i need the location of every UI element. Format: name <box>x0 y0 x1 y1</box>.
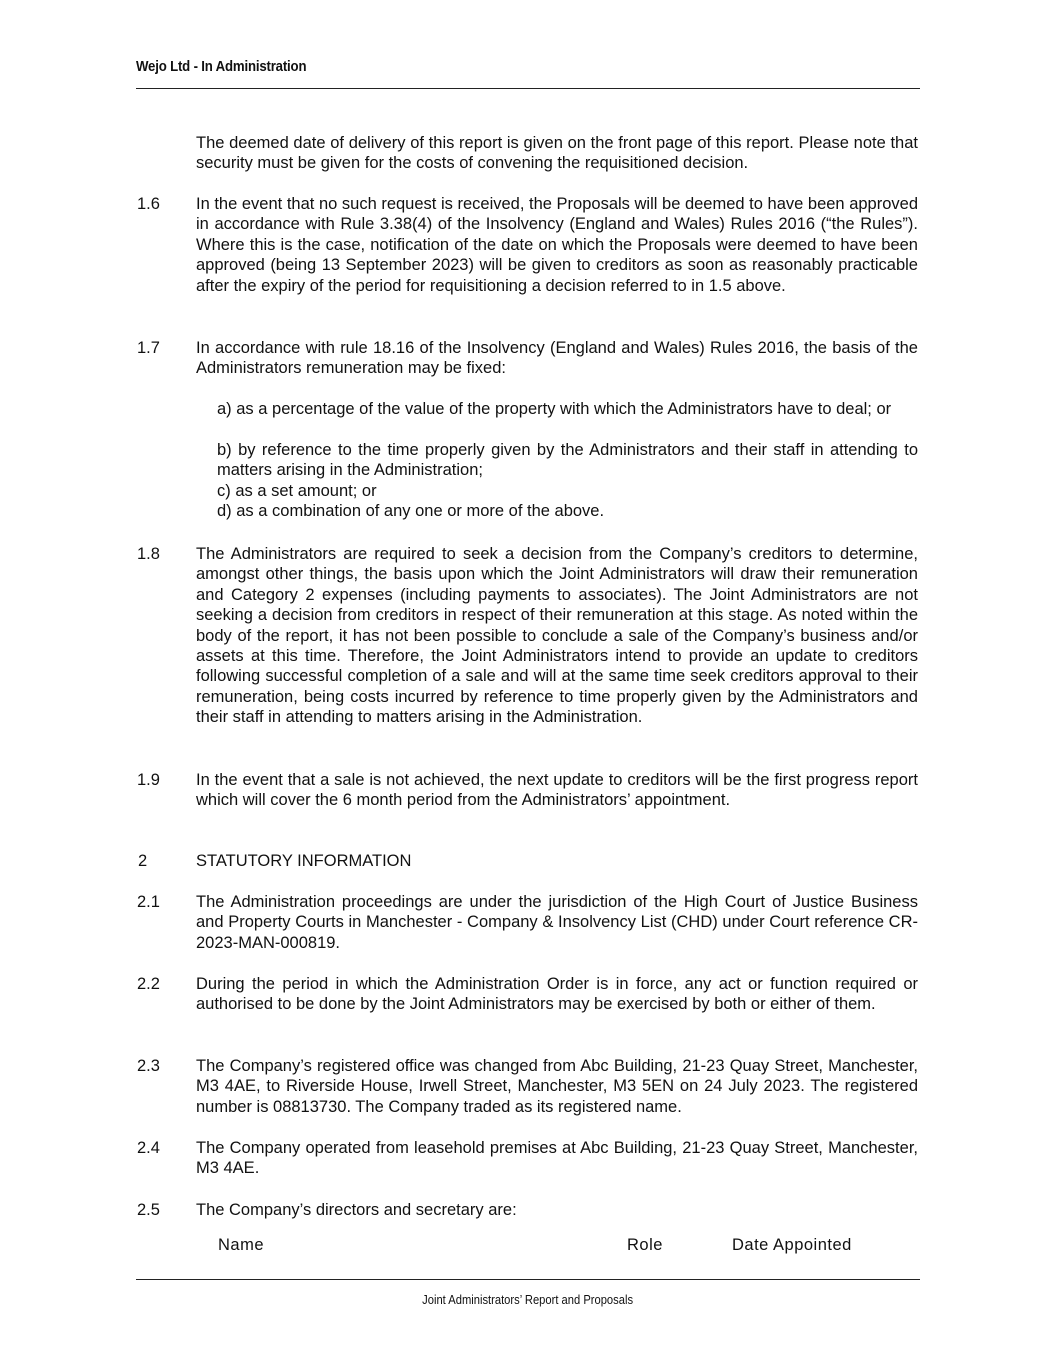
header-divider <box>136 88 920 89</box>
paragraph-text: The Administration proceedings are under the jurisdiction of the High Court of Justice Business and Property Courts in Manchester - Company & Insolvency List (CHD) under Court reference CR-2023-MAN-000819. <box>196 893 918 952</box>
paragraph-text: During the period in which the Administration Order is in force, any act or function required or authorised to be done by the Joint Administrators may be exercised by both or either of them. <box>196 975 918 1014</box>
paragraph-text: In accordance with rule 18.16 of the Insolvency (England and Wales) Rules 2016, the basis of the Administrators remuneration may be fixed: <box>196 339 918 378</box>
paragraph-number: 2.3 <box>137 1057 160 1075</box>
paragraph-number: 2.4 <box>137 1139 160 1157</box>
paragraph-text: The Company’s directors and secretary are: <box>196 1201 517 1219</box>
footer-label: Joint Administrators’ Report and Proposals <box>422 1292 633 1307</box>
paragraph-text: In the event that a sale is not achieved, the next update to creditors will be the first progress report which will cover the 6 month period from the Administrators’ appointment. <box>196 771 918 810</box>
paragraph-text: The Company operated from leasehold premises at Abc Building, 21-23 Quay Street, Manchester, M3 4AE. <box>196 1139 918 1178</box>
page-header-title: Wejo Ltd - In Administration <box>136 58 307 75</box>
paragraph-number: 2.2 <box>137 975 160 993</box>
paragraph-number: 2.1 <box>137 893 160 911</box>
paragraph-text: The Company’s registered office was changed from Abc Building, 21-23 Quay Street, Manchester, M3 4AE, to Riverside House, Irwell Street, Manchester, M3 5EN on 24 July 2023. The registered number is 08813730. The Company traded as its registered name. <box>196 1057 918 1116</box>
paragraph-number: 1.6 <box>137 195 160 213</box>
page-footer <box>0 1292 1055 1307</box>
table-header-role: Role <box>627 1236 663 1254</box>
list-item: d) as a combination of any one or more of the above. <box>217 502 605 520</box>
section-number: 2 <box>138 852 148 870</box>
list-item: c) as a set amount; or <box>217 482 377 500</box>
paragraph-number: 1.9 <box>137 771 160 789</box>
paragraph-number: 2.5 <box>137 1201 160 1219</box>
paragraph-text: The Administrators are required to seek a decision from the Company’s creditors to determine, amongst other things, the basis upon which the Joint Administrators will draw their remuneration and Category 2 expenses (including payments to associates). The Joint Administrators are not seeking a decision from creditors in respect of their remuneration at this stage. As noted within the body of the report, it has not been possible to conclude a sale of the Company’s business and/or assets at this time. Therefore, the Joint Administrators intend to provide an update to creditors following successful completion of a sale and will at the same time seek creditors approval to their remuneration, being costs incurred by reference to time properly given by the Administrators and their staff in attending to matters arising in the Administration. <box>196 545 918 727</box>
paragraph-number: 1.8 <box>137 545 160 563</box>
paragraph-number: 1.7 <box>137 339 160 357</box>
paragraph-text: In the event that no such request is received, the Proposals will be deemed to have been approved in accordance with Rule 3.38(4) of the Insolvency (England and Wales) Rules 2016 (“the Rules”). Where this is the case, notification of the date on which the Proposals were deemed to have been approved (being 13 September 2023) will be given to creditors as soon as reasonably practicable after the expiry of the period for requisitioning a decision referred to in 1.5 above. <box>196 195 918 295</box>
table-header-name: Name <box>218 1236 265 1254</box>
table-header-date-appointed: Date Appointed <box>732 1236 852 1254</box>
list-item: a) as a percentage of the value of the property with which the Administrators have to deal; or <box>217 400 892 418</box>
list-item: b) by reference to the time properly given by the Administrators and their staff in attending to matters arising in the Administration; <box>217 441 918 480</box>
continuation-paragraph: The deemed date of delivery of this report is given on the front page of this report. Please note that security must be given for the costs of convening the requisitioned decision. <box>196 134 918 173</box>
section-heading: STATUTORY INFORMATION <box>196 852 412 870</box>
footer-divider <box>136 1279 920 1280</box>
